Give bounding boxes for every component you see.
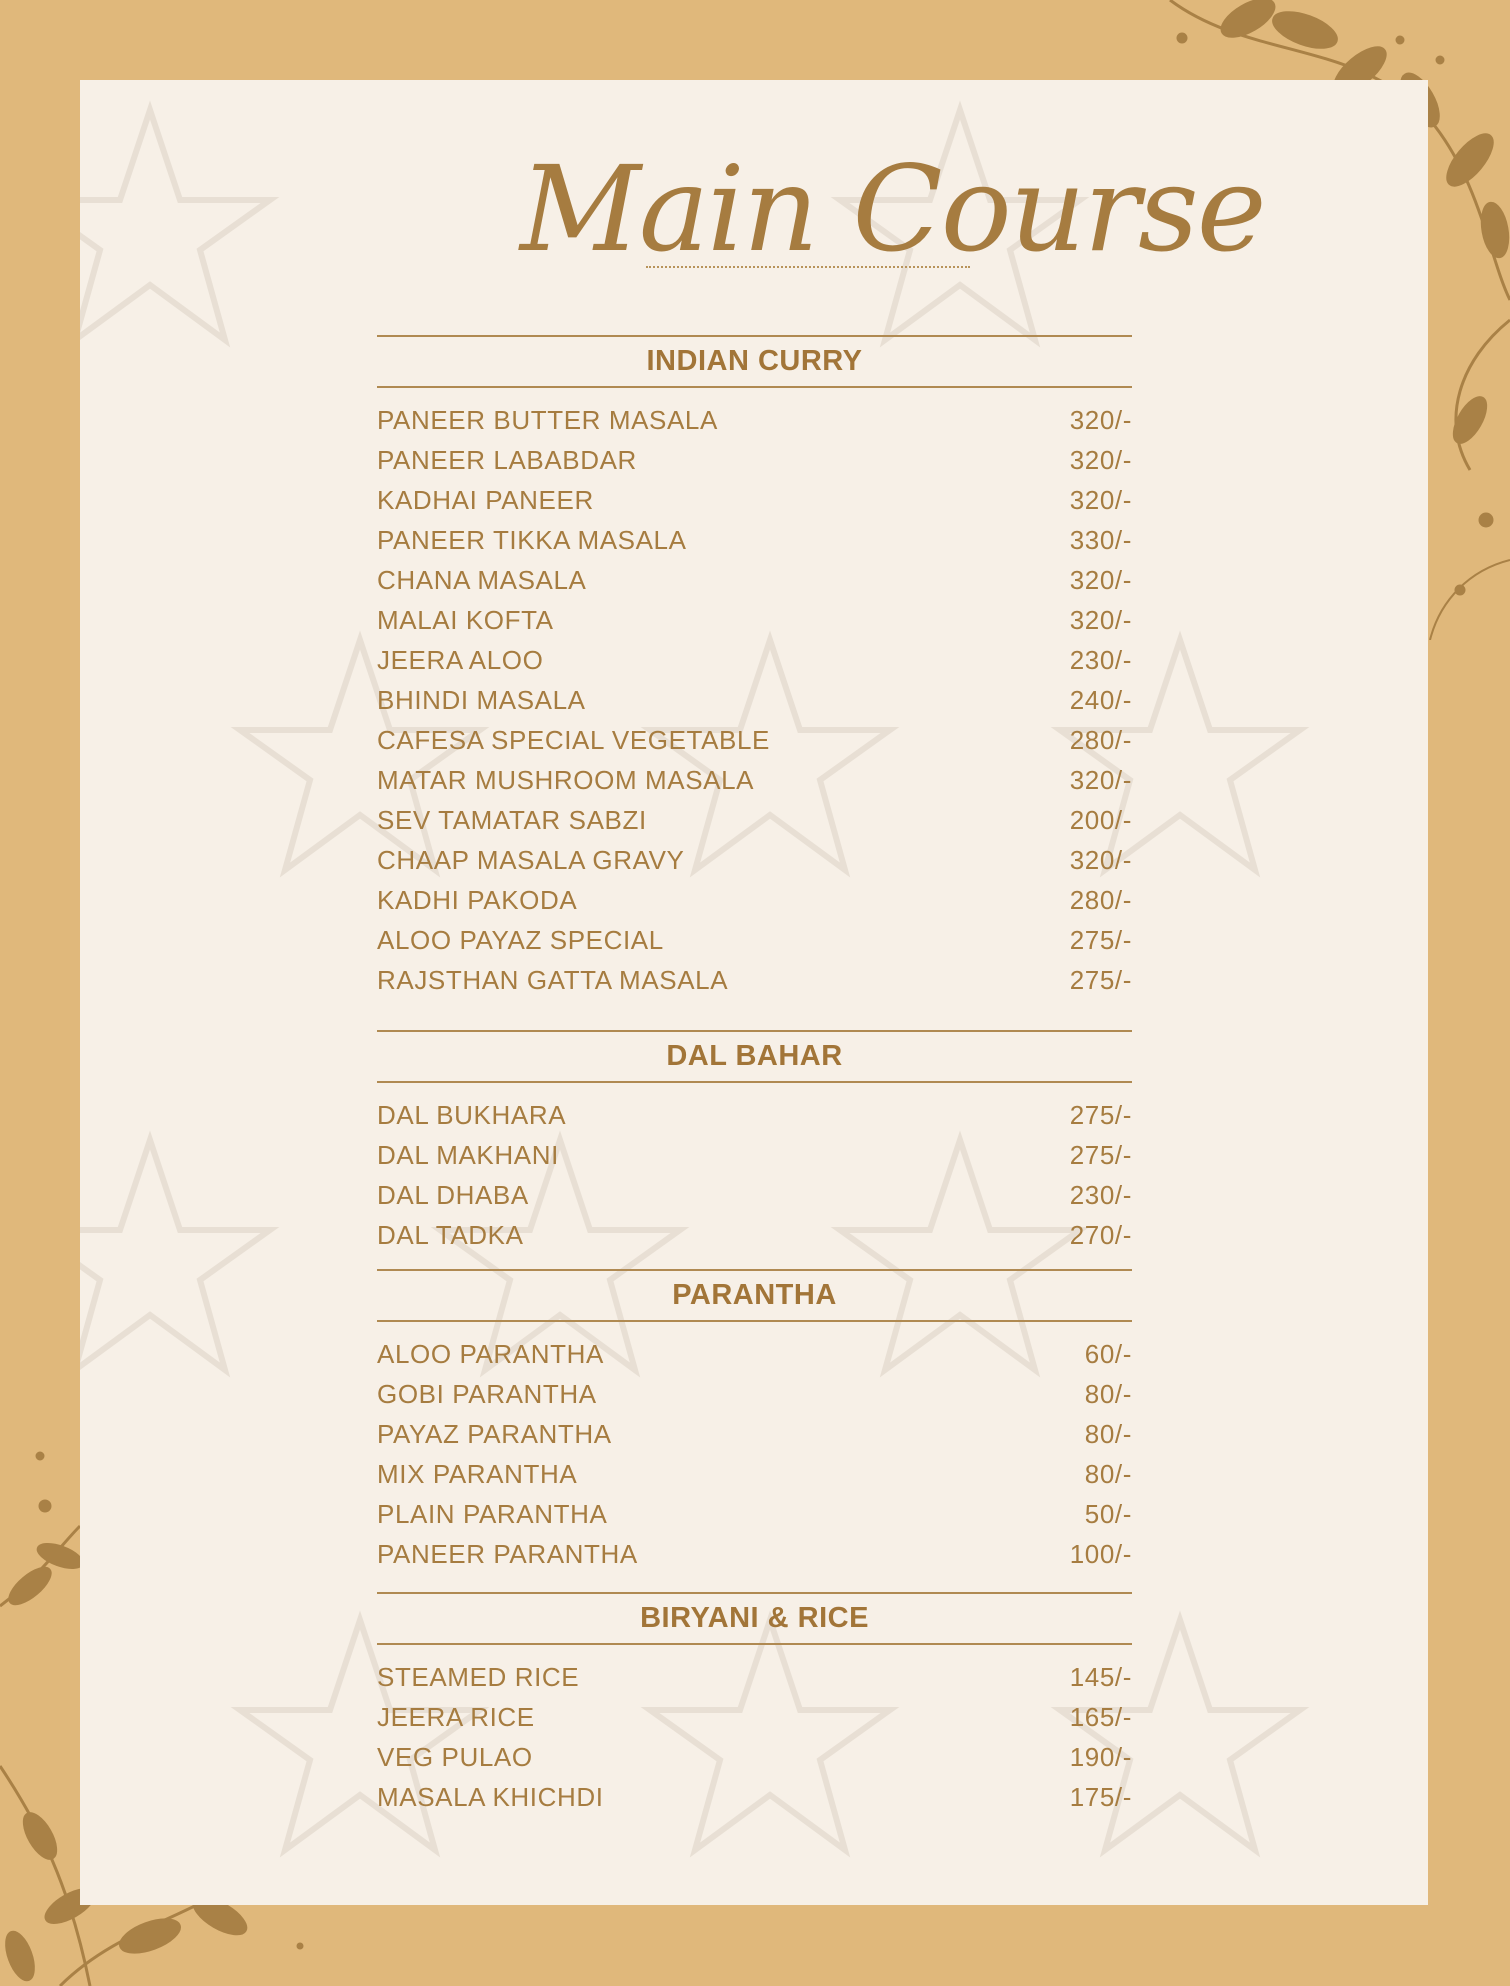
item-name: DAL MAKHANI (377, 1139, 559, 1170)
item-price: 80/- (1084, 1378, 1132, 1409)
menu-item (377, 1657, 1132, 1697)
item-name: VEG PULAO (377, 1741, 533, 1772)
item-price: 230/- (1069, 644, 1132, 675)
menu-item (377, 1095, 1132, 1135)
menu-item (377, 880, 1132, 920)
item-price: 200/- (1069, 804, 1132, 835)
item-name: PLAIN PARANTHA (377, 1498, 608, 1529)
item-name: STEAMED RICE (377, 1661, 580, 1692)
item-name: RAJSTHAN GATTA MASALA (377, 964, 729, 995)
item-price: 240/- (1069, 684, 1132, 715)
menu-item (377, 720, 1132, 760)
item-price: 270/- (1069, 1219, 1132, 1250)
menu-item (377, 1374, 1132, 1414)
menu-sheet (80, 80, 1428, 1905)
item-name: PANEER BUTTER MASALA (377, 404, 718, 435)
item-name: ALOO PARANTHA (377, 1338, 604, 1369)
item-price: 280/- (1069, 884, 1132, 915)
item-price: 320/- (1069, 404, 1132, 435)
item-price: 275/- (1069, 964, 1132, 995)
menu-item (377, 400, 1132, 440)
menu-item (377, 680, 1132, 720)
item-name: GOBI PARANTHA (377, 1378, 597, 1409)
title-dotted-underline (646, 266, 970, 268)
item-name: MALAI KOFTA (377, 604, 554, 635)
section-heading: BIRYANI & RICE (377, 1592, 1132, 1645)
section-heading: PARANTHA (377, 1269, 1132, 1322)
item-name: MASALA KHICHDI (377, 1781, 604, 1812)
menu-item (377, 1175, 1132, 1215)
item-price: 320/- (1069, 444, 1132, 475)
item-name: CHANA MASALA (377, 564, 587, 595)
item-price: 275/- (1069, 1139, 1132, 1170)
item-price: 320/- (1069, 484, 1132, 515)
menu-item (377, 480, 1132, 520)
menu-item (377, 840, 1132, 880)
item-price: 100/- (1069, 1538, 1132, 1569)
item-name: MIX PARANTHA (377, 1458, 578, 1489)
section-indian-curry (377, 335, 1132, 1000)
item-price: 320/- (1069, 564, 1132, 595)
item-price: 280/- (1069, 724, 1132, 755)
menu-item (377, 1697, 1132, 1737)
menu-item (377, 1334, 1132, 1374)
menu-list (377, 335, 1132, 1817)
item-name: SEV TAMATAR SABZI (377, 804, 647, 835)
item-name: KADHAI PANEER (377, 484, 594, 515)
section-biryani-rice (377, 1592, 1132, 1817)
item-name: PANEER LABABDAR (377, 444, 637, 475)
section-dal-bahar (377, 1030, 1132, 1255)
item-name: ALOO PAYAZ SPECIAL (377, 924, 664, 955)
item-name: MATAR MUSHROOM MASALA (377, 764, 755, 795)
item-name: DAL BUKHARA (377, 1099, 567, 1130)
item-price: 165/- (1069, 1701, 1132, 1732)
item-name: PANEER PARANTHA (377, 1538, 638, 1569)
item-name: JEERA ALOO (377, 644, 544, 675)
menu-item (377, 600, 1132, 640)
menu-item (377, 560, 1132, 600)
item-price: 80/- (1084, 1418, 1132, 1449)
item-name: BHINDI MASALA (377, 684, 586, 715)
item-name: PANEER TIKKA MASALA (377, 524, 687, 555)
item-price: 80/- (1084, 1458, 1132, 1489)
item-price: 175/- (1069, 1781, 1132, 1812)
item-name: DAL DHABA (377, 1179, 529, 1210)
item-price: 60/- (1084, 1338, 1132, 1369)
section-heading: INDIAN CURRY (377, 335, 1132, 388)
item-name: JEERA RICE (377, 1701, 535, 1732)
menu-item (377, 960, 1132, 1000)
menu-item (377, 440, 1132, 480)
menu-item (377, 1414, 1132, 1454)
item-price: 275/- (1069, 1099, 1132, 1130)
page-title: Main Course (520, 140, 1265, 278)
menu-item (377, 1135, 1132, 1175)
item-name: DAL TADKA (377, 1219, 524, 1250)
item-price: 145/- (1069, 1661, 1132, 1692)
item-price: 190/- (1069, 1741, 1132, 1772)
menu-item (377, 1494, 1132, 1534)
item-name: PAYAZ PARANTHA (377, 1418, 612, 1449)
item-price: 320/- (1069, 764, 1132, 795)
item-price: 230/- (1069, 1179, 1132, 1210)
menu-item (377, 1534, 1132, 1574)
menu-item (377, 520, 1132, 560)
menu-item (377, 760, 1132, 800)
menu-item (377, 1777, 1132, 1817)
menu-item (377, 640, 1132, 680)
menu-item (377, 920, 1132, 960)
item-name: CHAAP MASALA GRAVY (377, 844, 685, 875)
item-name: CAFESA SPECIAL VEGETABLE (377, 724, 770, 755)
menu-item (377, 800, 1132, 840)
item-price: 275/- (1069, 924, 1132, 955)
item-price: 330/- (1069, 524, 1132, 555)
item-price: 320/- (1069, 844, 1132, 875)
item-price: 320/- (1069, 604, 1132, 635)
menu-item (377, 1215, 1132, 1255)
section-heading: DAL BAHAR (377, 1030, 1132, 1083)
menu-item (377, 1454, 1132, 1494)
item-price: 50/- (1084, 1498, 1132, 1529)
item-name: KADHI PAKODA (377, 884, 578, 915)
menu-item (377, 1737, 1132, 1777)
section-parantha (377, 1269, 1132, 1574)
